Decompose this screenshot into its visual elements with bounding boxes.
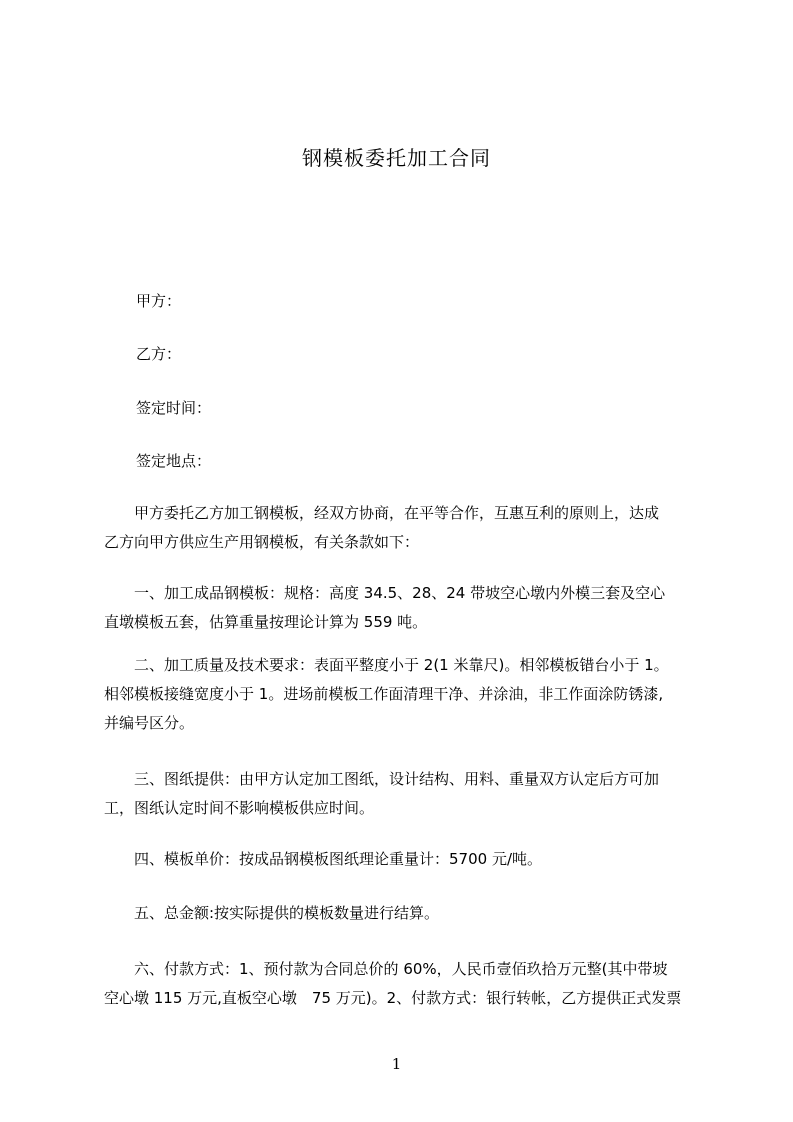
paragraph-line: 四、模板单价：按成品钢模板图纸理论重量计：5700 元/吨。 [104,850,542,868]
clause-1-paragraph [104,579,699,637]
paragraph-line: 甲方委托乙方加工钢模板，经双方协商，在平等合作，互惠互利的原则上，达成 [104,504,660,522]
paragraph-line: 乙方向甲方供应生产用钢模板，有关条款如下： [104,533,420,551]
document-title: 钢模板委托加工合同 [302,146,491,170]
party-a-field: 甲方： [136,292,182,310]
paragraph-line: 二、加工质量及技术要求：表面平整度小于 2(1 米靠尺)。相邻模板错台小于 1。 [104,656,669,674]
paragraph-line: 空心墩 115 万元,直板空心墩 75 万元)。2、付款方式：银行转帐，乙方提供正式发票 [104,989,682,1007]
clause-2-paragraph [104,651,699,738]
paragraph-line: 三、图纸提供：由甲方认定加工图纸，设计结构、用料、重量双方认定后方可加 [104,770,660,788]
clause-5-paragraph [104,899,699,928]
party-b-field: 乙方： [136,345,182,363]
sign-place-field: 签定地点： [136,452,212,470]
paragraph-line: 直墩模板五套，估算重量按理论计算为 559 吨。 [104,613,428,631]
clause-6-paragraph [104,955,699,1013]
clause-3-paragraph [104,765,699,823]
paragraph-line: 相邻模板接缝宽度小于 1。进场前模板工作面清理干净、并涂油，非工作面涂防锈漆, [104,685,664,703]
clause-4-paragraph [104,845,699,874]
page-number: 1 [391,1055,402,1073]
sign-time-field: 签定时间： [136,399,212,417]
paragraph-line: 工，图纸认定时间不影响模板供应时间。 [104,799,375,817]
paragraph-line: 并编号区分。 [104,714,195,732]
paragraph-line: 五、总金额:按实际提供的模板数量进行结算。 [104,904,440,922]
paragraph-line: 六、付款方式：1、预付款为合同总价的 60%，人民币壹佰玖拾万元整(其中带坡 [104,960,668,978]
intro-paragraph [104,499,699,557]
paragraph-line: 一、加工成品钢模板：规格：高度 34.5、28、24 带坡空心墩内外模三套及空心 [104,584,666,602]
